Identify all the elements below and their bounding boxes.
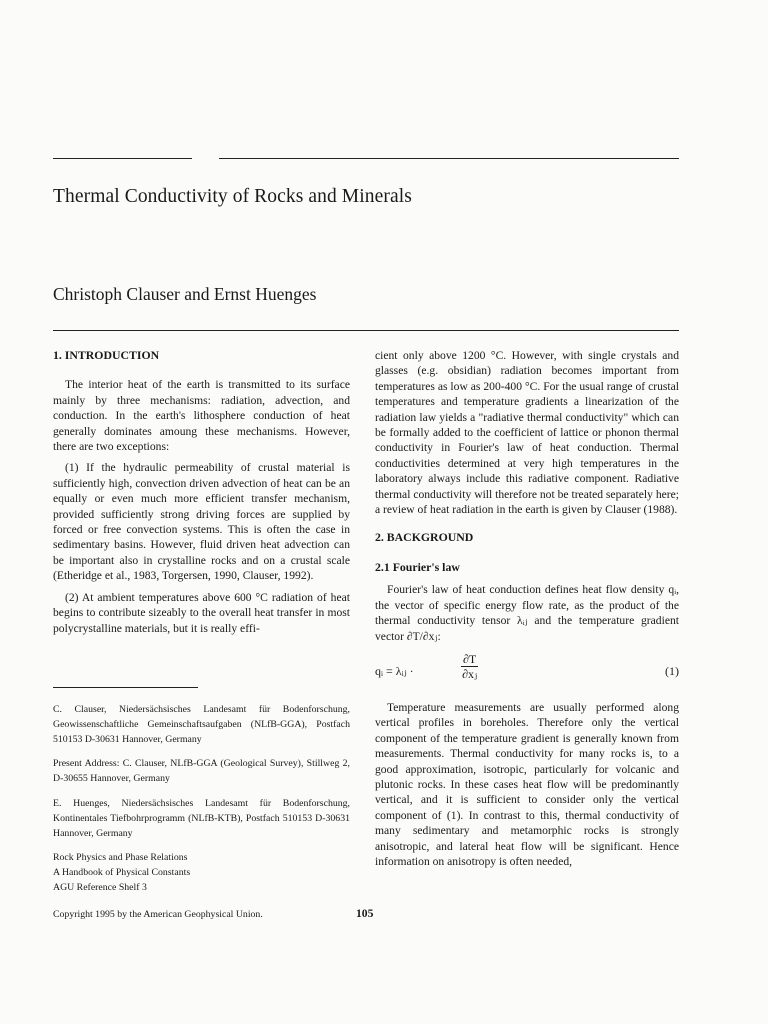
right-column bbox=[375, 348, 679, 869]
exception-1-paragraph: (1) If the hydraulic permeability of crustal material is sufficiently high, convection driven advection of heat can be an equally or even much more efficient transfer mechanism, provided sufficiently strong driving forces are supplied by forced or free convection systems. This is often the case in sedimentary basins. However, fluid driven heat advection can be important also in crystalline rocks and on a crustal scale (Etheridge et al., 1983, Torgersen, 1990, Clauser, 1992). bbox=[53, 461, 350, 583]
book-title: Rock Physics and Phase Relations bbox=[53, 852, 188, 864]
radiation-paragraph: cient only above 1200 °C. However, with single crystals and glasses (e.g. obsidian) radiation becomes important from temperatures as low as 200-400 °C. For the usual range of crustal temperatures and temperature gradients a linearization of the radiation law yields a "radiative thermal conductivity" which can be formally added to the coefficient of lattice or phonon thermal conductivity in Fourier's law of heat conduction. Thermal conductivities determined at very high temperatures in the laboratory always include this radiative component. Radiative thermal conductivity will therefore not be treated separately here; a review of heat radiation in the earth is given by Clauser (1988). bbox=[375, 349, 679, 517]
equation-lhs: qᵢ = λᵢⱼ · bbox=[375, 663, 414, 678]
present-address: Present Address: C. Clauser, NLfB-GGA (Geological Survey), Stillweg 2, D-30655 Hannover, Germany bbox=[53, 758, 350, 785]
section-heading-introduction: 1. INTRODUCTION bbox=[53, 348, 160, 362]
footnotes bbox=[53, 703, 350, 896]
exception-2-paragraph: (2) At ambient temperatures above 600 °C radiation of heat begins to contribute sizeably to the overall heat transfer in most polycrystalline materials, but it is really effi- bbox=[53, 590, 350, 635]
book-series: AGU Reference Shelf 3 bbox=[53, 881, 147, 893]
top-rule-short bbox=[53, 158, 192, 159]
fourier-paragraph: Fourier's law of heat conduction defines heat flow density qᵢ, the vector of specific energy flow rate, as the product of the thermal conductivity tensor λᵢⱼ and the temperature gradient vector ∂T/∂xⱼ: bbox=[375, 583, 679, 643]
temperature-paragraph: Temperature measurements are usually performed along vertical profiles in boreholes. Therefore only the vertical component of the temperature gradient is generally known from measurements. Thermal conductivity for many rocks is, to a good approximation, isotropic, particularly for volcanic and plutonic rocks. In these cases heat flow will be predominantly vertical, and it is sufficient to consider only the vertical component of (1). In contrast to this, thermal conductivity of many sedimentary and metamorphic rocks is strongly anisotropic, and lateral heat flow will be significant. Hence information on anisotropy is often needed, bbox=[375, 700, 679, 868]
equation-1 bbox=[375, 650, 679, 694]
equation-denominator: ∂xⱼ bbox=[462, 666, 478, 681]
address-clauser: C. Clauser, Niedersächsisches Landesamt für Bodenforschung, Geowissenschaftliche Gemeinschaftsaufgaben (NLfB-GGA), Postfach 510153 D-30631 Hannover, Germany bbox=[53, 704, 350, 745]
address-huenges: E. Huenges, Niedersächsisches Landesamt für Bodenforschung, Kontinentales Tiefbohrprogramm (NLfB-KTB), Postfach 510153 D-30631 Hannover, Germany bbox=[53, 797, 350, 839]
equation-number: (1) bbox=[665, 663, 679, 678]
equation-fraction bbox=[461, 652, 478, 681]
left-column bbox=[53, 348, 350, 636]
intro-paragraph: The interior heat of the earth is transmitted to its surface mainly by three mechanisms: radiation, advection, and conduction. In the earth's lithosphere conduction of heat generally dominates amoung these mechanisms. However, there are two exceptions: bbox=[53, 378, 350, 454]
subsection-heading-fouriers-law: 2.1 Fourier's law bbox=[375, 559, 460, 574]
copyright-line: Copyright 1995 by the American Geophysical Union. bbox=[53, 909, 263, 920]
paper-authors: Christoph Clauser and Ernst Huenges bbox=[53, 284, 317, 304]
section-heading-background: 2. BACKGROUND bbox=[375, 530, 474, 545]
book-subtitle: A Handbook of Physical Constants bbox=[53, 867, 191, 879]
top-rule-long bbox=[219, 158, 679, 159]
page-number: 105 bbox=[356, 907, 374, 920]
paper-title: Thermal Conductivity of Rocks and Minerals bbox=[53, 186, 412, 207]
equation-numerator: ∂T bbox=[463, 651, 477, 666]
author-rule bbox=[53, 330, 679, 331]
footnote-rule bbox=[53, 687, 198, 688]
